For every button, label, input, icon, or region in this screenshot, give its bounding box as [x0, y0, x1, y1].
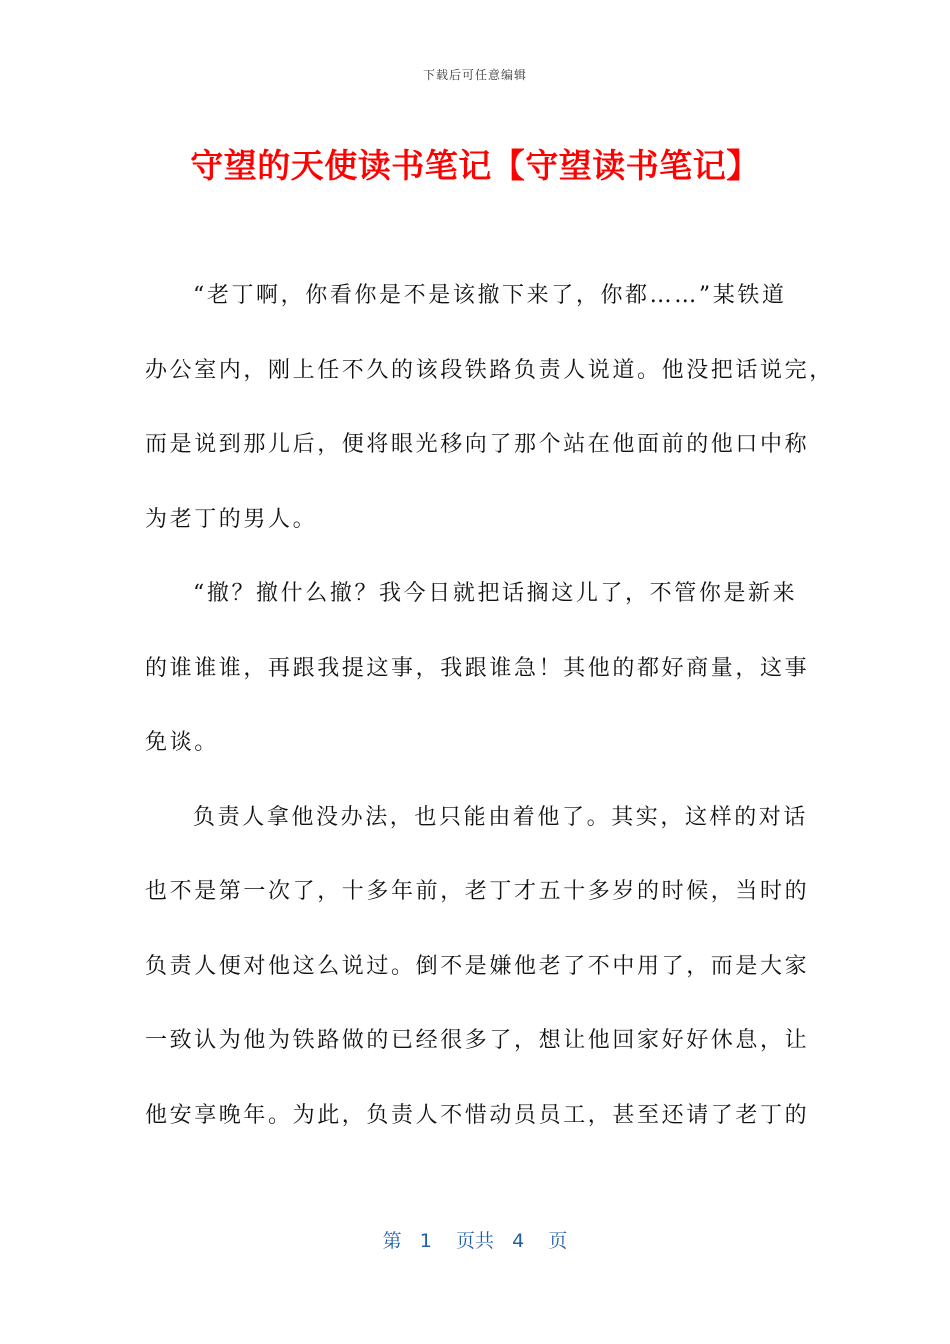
paragraph-line: 的谁谁谁，再跟我提这事，我跟谁急！其他的都好商量，这事 — [145, 655, 810, 681]
paragraph-line: 为老丁的男人。 — [145, 506, 318, 532]
paragraph-line: 一致认为他为铁路做的已经很多了，想让他回家好好休息，让 — [145, 1028, 810, 1053]
paragraph-line: 负责人拿他没办法，也只能由着他了。其实，这样的对话 — [193, 804, 809, 830]
paragraph-line: “撤？撤什么撤？我今日就把话搁这儿了，不管你是新来 — [193, 581, 798, 606]
total-pages-number: 4 — [512, 1230, 525, 1252]
paragraph-line: “老丁啊，你看你是不是该撤下来了，你都……”某铁道 — [193, 283, 787, 308]
page-label-prefix: 第 — [382, 1230, 402, 1252]
paragraph-line: 而是说到那儿后，便将眼光移向了那个站在他面前的他口中称 — [145, 432, 810, 457]
current-page-number: 1 — [419, 1230, 432, 1252]
page-label-mid: 页共 — [455, 1230, 494, 1252]
document-body — [145, 259, 834, 1153]
header-note: 下载后可任意编辑 — [422, 68, 527, 82]
page-label-suffix: 页 — [548, 1230, 568, 1252]
paragraph-line: 办公室内，刚上任不久的该段铁路负责人说道。他没把话说完， — [145, 357, 834, 383]
paragraph-line: 也不是第一次了，十多年前，老丁才五十多岁的时候，当时的 — [145, 879, 810, 904]
paragraph-line: 免谈。 — [145, 730, 219, 755]
paragraph-line: 负责人便对他这么说过。倒不是嫌他老了不中用了，而是大家 — [145, 953, 810, 979]
document-title: 守望的天使读书笔记【守望读书笔记】 — [190, 146, 760, 185]
paragraph-line: 他安享晚年。为此，负责人不惜动员员工，甚至还请了老丁的 — [145, 1102, 810, 1128]
page-footer — [0, 1226, 950, 1253]
